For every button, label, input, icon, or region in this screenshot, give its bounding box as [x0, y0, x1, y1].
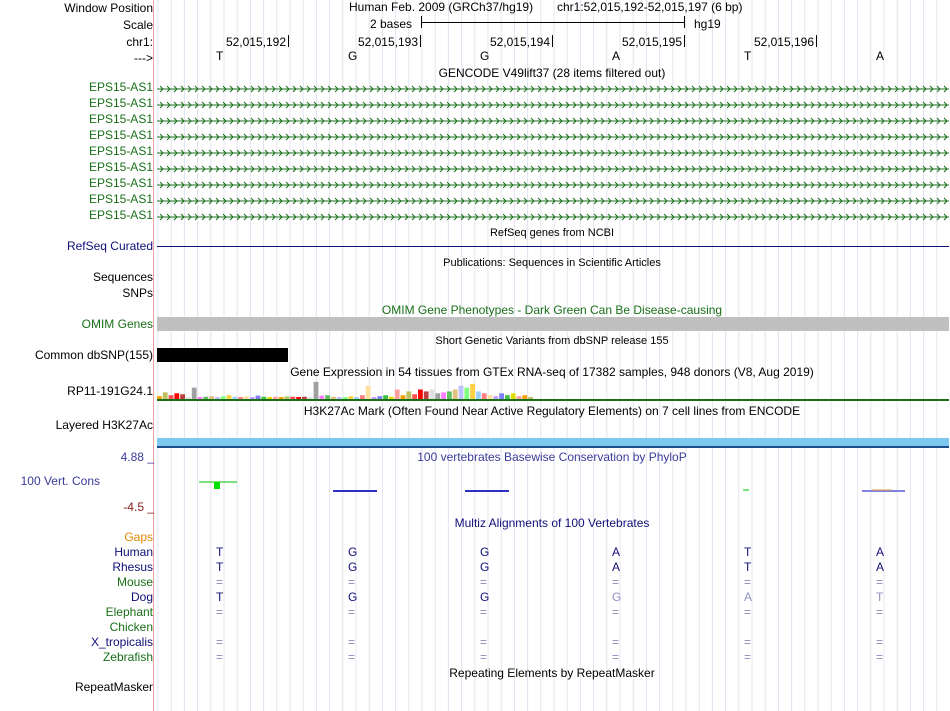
- alignment-base: A: [612, 545, 621, 559]
- alignment-base: =: [744, 575, 752, 589]
- coordinate-tick: [420, 35, 421, 47]
- gtex-tissue-bar: [192, 388, 197, 399]
- gencode-gene-label[interactable]: EPS15-AS1: [88, 192, 153, 206]
- gtex-tissue-bar: [517, 396, 522, 399]
- alignment-base: G: [348, 545, 358, 559]
- gtex-label[interactable]: RP11-191G24.1: [67, 384, 153, 398]
- gtex-tissue-bar: [203, 397, 208, 399]
- gtex-tissue-bar: [296, 397, 301, 399]
- window-position-label: Window Position: [64, 1, 153, 15]
- coordinate-tick: [684, 35, 685, 47]
- gtex-tissue-bar: [186, 397, 191, 399]
- label-column-separator: [153, 0, 154, 711]
- species-label[interactable]: Elephant: [105, 605, 153, 619]
- alignment-base: =: [612, 575, 620, 589]
- alignment-base: A: [744, 590, 753, 604]
- chrom-label: chr1:: [126, 35, 153, 49]
- h3k27ac-signal[interactable]: [157, 438, 949, 446]
- alignment-base: G: [348, 560, 358, 574]
- gtex-tissue-bar: [174, 393, 179, 399]
- alignment-base: G: [480, 560, 490, 574]
- gtex-tissue-bar: [209, 396, 214, 399]
- gtex-tissue-bar: [285, 396, 290, 399]
- alignment-base: =: [876, 650, 884, 664]
- gtex-tissue-bar: [505, 395, 510, 399]
- gtex-tissue-bar: [238, 397, 243, 399]
- gtex-tissue-bar: [290, 397, 295, 399]
- gtex-tissue-bar: [459, 386, 464, 399]
- coordinate-tick: [288, 35, 289, 47]
- gencode-transcript-line[interactable]: [157, 178, 949, 190]
- scale-bar: [421, 22, 684, 23]
- base-letter: T: [744, 49, 752, 63]
- alignment-base: =: [480, 605, 488, 619]
- alignment-base: A: [876, 545, 885, 559]
- gtex-tissue-bar: [244, 396, 249, 399]
- scale-text: 2 bases: [370, 17, 413, 31]
- alignment-base: =: [876, 605, 884, 619]
- gtex-tissue-bar: [418, 390, 423, 400]
- gencode-gene-label[interactable]: EPS15-AS1: [88, 112, 153, 126]
- gtex-tissue-bar: [169, 395, 174, 399]
- gtex-tissue-bar: [395, 390, 400, 400]
- alignment-base: =: [348, 635, 356, 649]
- gtex-tissue-bar: [273, 397, 278, 399]
- coordinate-label: 52,015,196: [753, 35, 814, 49]
- gtex-tissue-bar: [476, 391, 481, 399]
- alignment-base: =: [612, 635, 620, 649]
- alignment-base: G: [348, 590, 358, 604]
- omim-genes-label[interactable]: OMIM Genes: [81, 317, 153, 331]
- alignment-base: G: [480, 545, 490, 559]
- alignment-base: T: [876, 590, 884, 604]
- phylop-track-title[interactable]: 100 vertebrates Basewise Conservation by PhyloP: [417, 450, 687, 464]
- gaps-label[interactable]: Gaps: [124, 530, 153, 544]
- gtex-tissue-bar: [453, 390, 458, 400]
- alignment-base: G: [480, 590, 490, 604]
- gtex-tissue-bar: [366, 386, 371, 399]
- phylop-signal[interactable]: [157, 476, 949, 496]
- alignment-base: =: [216, 635, 224, 649]
- refseq-track-title[interactable]: RefSeq genes from NCBI: [489, 227, 615, 239]
- gencode-transcript-line[interactable]: [157, 98, 949, 110]
- refseq-gene-line[interactable]: [157, 246, 949, 247]
- gtex-tissue-bar: [372, 397, 377, 399]
- h3k27ac-track-title[interactable]: H3K27Ac Mark (Often Found Near Active Regulatory Elements) on 7 cell lines from ENCODE: [303, 404, 801, 418]
- scale-label: Scale: [122, 18, 153, 32]
- repeatmasker-track-title[interactable]: Repeating Elements by RepeatMasker: [449, 666, 655, 680]
- gtex-tissue-bar: [377, 396, 382, 399]
- alignment-base: A: [876, 560, 885, 574]
- alignment-base: =: [612, 605, 620, 619]
- gtex-tissue-bar: [441, 392, 446, 399]
- publications-track-title[interactable]: Publications: Sequences in Scientific Articles: [443, 257, 661, 269]
- gtex-tissue-bar: [348, 396, 353, 399]
- scale-bar-left-tick: [421, 16, 422, 28]
- alignment-base: =: [348, 575, 356, 589]
- alignment-base: =: [216, 605, 224, 619]
- omim-gene-block[interactable]: [157, 317, 949, 331]
- gtex-tissue-bar: [163, 392, 168, 399]
- species-label[interactable]: Rhesus: [112, 560, 153, 574]
- position-text[interactable]: chr1:52,015,192-52,015,197 (6 bp): [557, 0, 743, 14]
- phylop-max-label: 4.88 _: [120, 450, 154, 464]
- scale-bar-right-tick: [684, 16, 685, 28]
- gencode-track-title[interactable]: GENCODE V49lift37 (28 items filtered out): [438, 66, 666, 80]
- gtex-tissue-bar: [430, 390, 435, 400]
- alignment-base: =: [876, 575, 884, 589]
- gtex-tissue-bar: [232, 397, 237, 399]
- gtex-tissue-bar: [279, 397, 284, 399]
- species-label[interactable]: Human: [114, 545, 153, 559]
- gtex-tissue-bar: [308, 397, 313, 399]
- gtex-tissue-bar: [180, 394, 185, 399]
- alignment-base: =: [744, 650, 752, 664]
- species-label[interactable]: X_tropicalis: [90, 635, 153, 649]
- gtex-tissue-bar: [435, 393, 440, 399]
- omim-track-title[interactable]: OMIM Gene Phenotypes - Dark Green Can Be Disease-causing: [381, 303, 723, 317]
- gtex-tissue-bar: [412, 394, 417, 399]
- repeatmasker-label[interactable]: RepeatMasker: [74, 680, 153, 694]
- gencode-gene-label[interactable]: EPS15-AS1: [88, 80, 153, 94]
- alignment-base: T: [744, 545, 752, 559]
- gtex-tissue-bar: [256, 396, 261, 399]
- coordinate-label: 52,015,192: [225, 35, 286, 49]
- species-label[interactable]: Zebrafish: [102, 650, 153, 664]
- gtex-tissue-bar: [360, 395, 365, 399]
- coordinate-label: 52,015,193: [357, 35, 418, 49]
- dbsnp-track-title[interactable]: Short Genetic Variants from dbSNP release 155: [435, 335, 669, 347]
- species-label[interactable]: Chicken: [109, 620, 153, 634]
- gtex-tissue-bar: [314, 382, 319, 399]
- gencode-transcript-line[interactable]: [157, 114, 949, 126]
- dbsnp-label[interactable]: Common dbSNP(155): [34, 348, 153, 362]
- gtex-tissue-bar: [354, 397, 359, 399]
- alignment-base: =: [480, 650, 488, 664]
- alignment-base: =: [348, 605, 356, 619]
- gtex-tissue-bar: [319, 396, 324, 399]
- alignment-base: =: [612, 650, 620, 664]
- gtex-tissue-bar: [198, 397, 203, 399]
- phylop-min-label: -4.5 _: [123, 500, 154, 514]
- gtex-tissue-bar: [227, 395, 232, 399]
- gtex-tissue-bar: [464, 388, 469, 399]
- gtex-expression-bars[interactable]: [157, 379, 949, 401]
- alignment-base: =: [216, 650, 224, 664]
- scale-db: hg19: [694, 17, 721, 31]
- gtex-tissue-bar: [406, 391, 411, 399]
- gencode-gene-label[interactable]: EPS15-AS1: [88, 144, 153, 158]
- gtex-tissue-bar: [337, 397, 342, 399]
- refseq-label[interactable]: RefSeq Curated: [66, 239, 153, 253]
- gencode-transcript-line[interactable]: [157, 82, 949, 94]
- alignment-base: T: [216, 590, 224, 604]
- assembly-title: Human Feb. 2009 (GRCh37/hg19): [349, 0, 534, 14]
- alignment-base: T: [744, 560, 752, 574]
- gtex-tissue-bar: [528, 397, 533, 399]
- gencode-transcript-line[interactable]: [157, 162, 949, 174]
- gtex-tissue-bar: [325, 395, 330, 399]
- gencode-gene-label[interactable]: EPS15-AS1: [88, 96, 153, 110]
- gtex-track-title[interactable]: Gene Expression in 54 tissues from GTEx RNA-seq of 17382 samples, 948 donors (V8, Aug 2019): [290, 365, 814, 379]
- h3k27ac-label[interactable]: Layered H3K27Ac: [55, 418, 153, 432]
- gtex-tissue-bar: [488, 395, 493, 399]
- gencode-transcript-line[interactable]: [157, 130, 949, 142]
- coordinate-label: 52,015,194: [489, 35, 550, 49]
- coordinate-tick: [552, 35, 553, 47]
- gencode-gene-label[interactable]: EPS15-AS1: [88, 160, 153, 174]
- gtex-tissue-bar: [331, 397, 336, 399]
- base-letter: T: [216, 49, 224, 63]
- gtex-tissue-bar: [447, 391, 452, 399]
- gencode-gene-label[interactable]: EPS15-AS1: [88, 128, 153, 142]
- base-letter: G: [348, 49, 358, 63]
- gtex-tissue-bar: [302, 397, 307, 399]
- gtex-tissue-bar: [267, 397, 272, 399]
- gtex-tissue-bar: [499, 393, 504, 399]
- alignment-base: A: [612, 560, 621, 574]
- alignment-base: =: [480, 635, 488, 649]
- gtex-tissue-bar: [389, 397, 394, 399]
- gtex-tissue-bar: [383, 395, 388, 399]
- snps-label[interactable]: SNPs: [122, 286, 153, 300]
- gencode-transcript-line[interactable]: [157, 210, 949, 222]
- coordinate-label: 52,015,195: [621, 35, 682, 49]
- gencode-transcript-line[interactable]: [157, 146, 949, 158]
- gtex-tissue-bar: [157, 396, 162, 399]
- species-label[interactable]: Dog: [130, 590, 153, 604]
- dbsnp-variant-block[interactable]: [157, 348, 288, 362]
- alignment-base: =: [876, 635, 884, 649]
- sequences-label[interactable]: Sequences: [92, 270, 153, 284]
- alignment-base: G: [612, 590, 622, 604]
- alignment-base: =: [348, 650, 356, 664]
- alignment-base: =: [480, 575, 488, 589]
- gtex-tissue-bar: [215, 397, 220, 399]
- gtex-tissue-bar: [482, 393, 487, 399]
- alignment-base: =: [744, 635, 752, 649]
- coordinate-tick: [816, 35, 817, 47]
- gtex-tissue-bar: [522, 395, 527, 399]
- h3k27ac-baseline: [157, 446, 949, 448]
- gtex-tissue-bar: [261, 397, 266, 399]
- species-label[interactable]: Mouse: [116, 575, 153, 589]
- gtex-tissue-bar: [343, 397, 348, 399]
- base-letter: A: [876, 49, 885, 63]
- gtex-tissue-bar: [493, 396, 498, 399]
- gtex-tissue-bar: [470, 384, 475, 399]
- gtex-tissue-bar: [250, 397, 255, 399]
- strand-label: --->: [134, 51, 153, 65]
- alignment-base: =: [216, 575, 224, 589]
- alignment-base: T: [216, 560, 224, 574]
- base-letter: G: [480, 49, 490, 63]
- phylop-label[interactable]: 100 Vert. Cons: [20, 474, 100, 488]
- gencode-gene-label[interactable]: EPS15-AS1: [88, 208, 153, 222]
- gtex-tissue-bar: [424, 391, 429, 399]
- gtex-tissue-bar: [401, 395, 406, 399]
- alignment-base: T: [216, 545, 224, 559]
- gencode-gene-label[interactable]: EPS15-AS1: [88, 176, 153, 190]
- gencode-transcript-line[interactable]: [157, 194, 949, 206]
- gtex-tissue-bar: [511, 393, 516, 399]
- multiz-track-title[interactable]: Multiz Alignments of 100 Vertebrates: [454, 516, 650, 530]
- alignment-base: =: [744, 605, 752, 619]
- base-letter: A: [612, 49, 621, 63]
- gtex-tissue-bar: [221, 396, 226, 399]
